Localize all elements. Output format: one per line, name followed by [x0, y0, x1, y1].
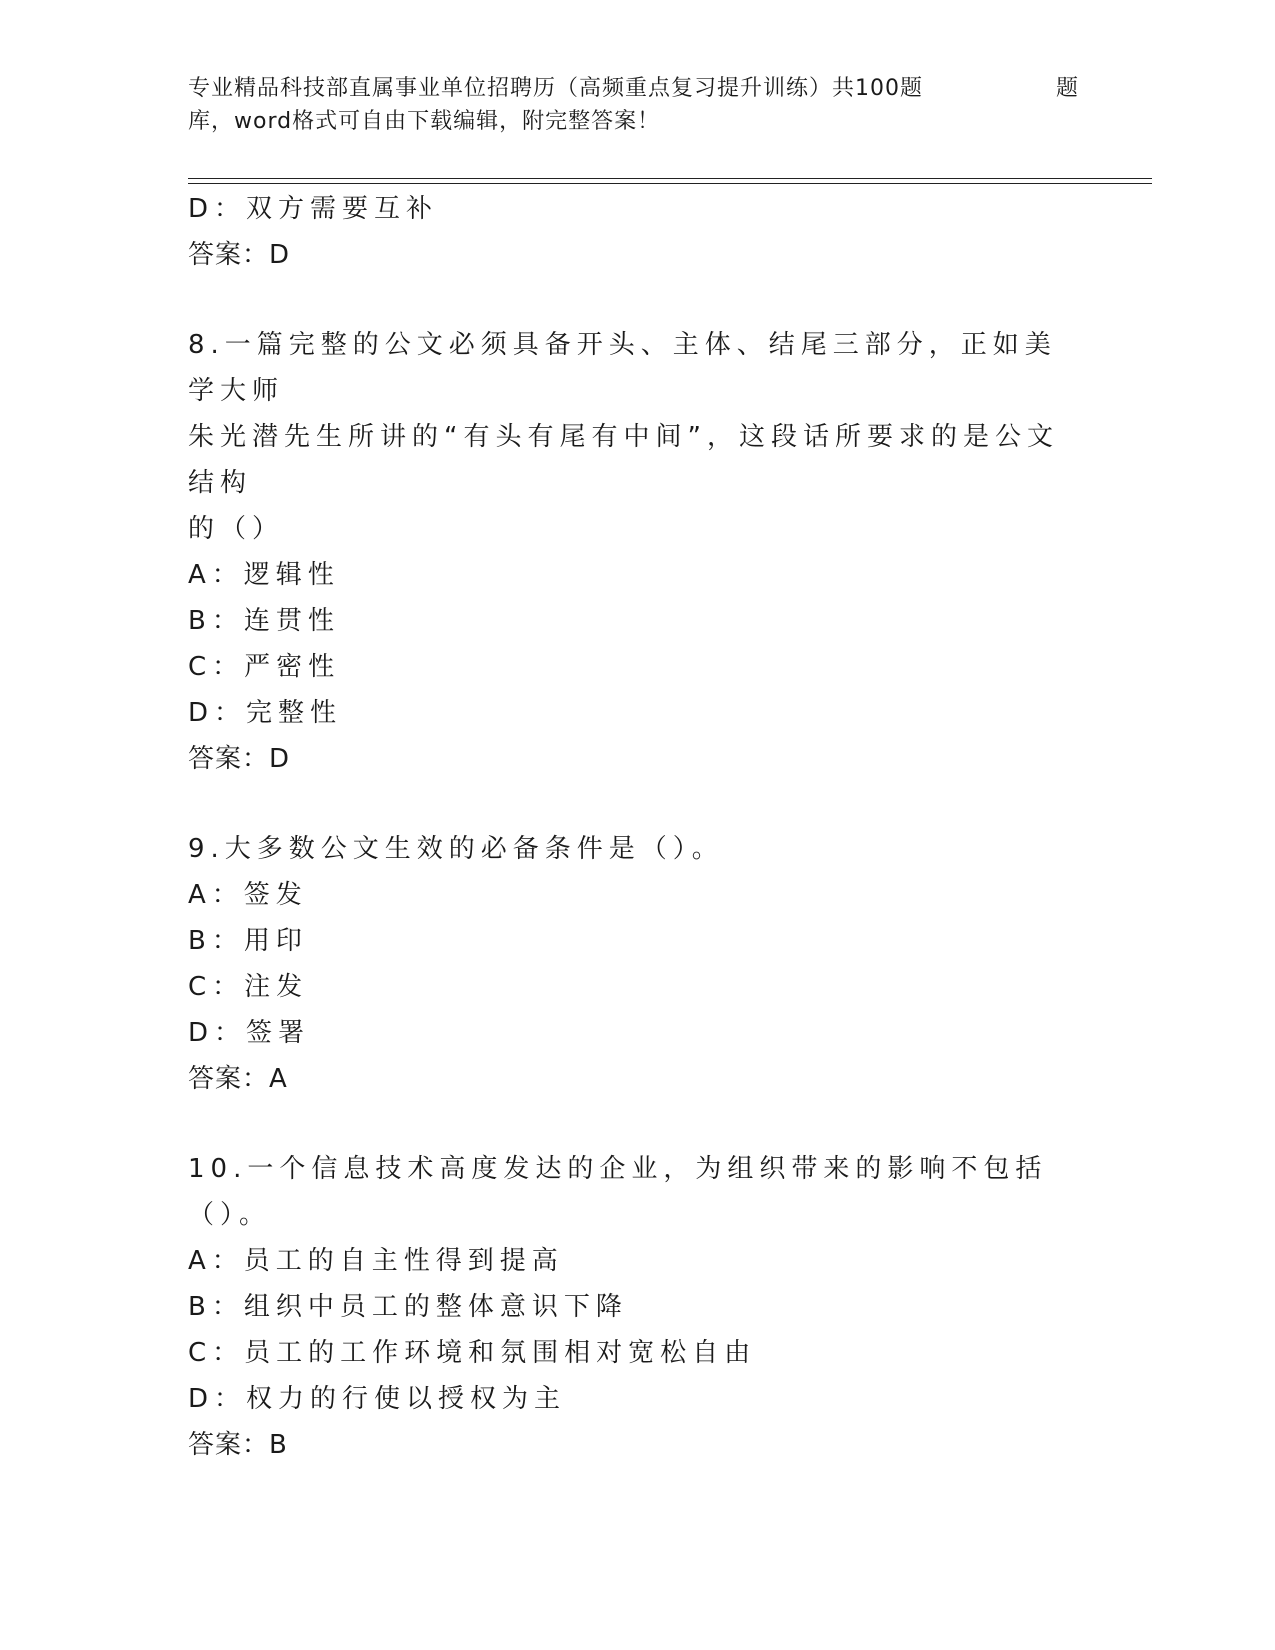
header-title-tail: 题	[1056, 76, 1080, 101]
option-b: B：组织中员工的整体意识下降	[188, 1292, 628, 1322]
option-c: C：注发	[188, 972, 309, 1002]
spacer	[188, 782, 1088, 826]
answer: 答案：D	[188, 744, 291, 774]
question-stem-line: 10.一个信息技术高度发达的企业，为组织带来的影响不包括（）。	[188, 1154, 1048, 1230]
option-c: C：员工的工作环境和氛围相对宽松自由	[188, 1338, 757, 1368]
answer: 答案：D	[188, 240, 291, 270]
question-9	[188, 826, 1088, 1102]
page-header	[188, 72, 1088, 138]
option-a: A：逻辑性	[188, 560, 340, 590]
option-d: D：双方需要互补	[188, 194, 439, 224]
header-line-2: 库，word格式可自由下载编辑，附完整答案！	[188, 109, 661, 134]
option-b: B：用印	[188, 926, 308, 956]
option-a: A：签发	[188, 880, 308, 910]
header-rule-bottom	[188, 183, 1152, 184]
header-rule-top	[188, 178, 1152, 179]
header-title: 专业精品科技部直属事业单位招聘历（高频重点复习提升训练）共100题	[188, 76, 923, 101]
question-stem-line: 9.大多数公文生效的必备条件是（）。	[188, 834, 724, 864]
option-a: A：员工的自主性得到提高	[188, 1246, 564, 1276]
question-stem-line: 8.一篇完整的公文必须具备开头、主体、结尾三部分，正如美学大师	[188, 330, 1057, 406]
option-d: D：完整性	[188, 698, 343, 728]
option-d: D：权力的行使以授权为主	[188, 1384, 567, 1414]
question-8	[188, 322, 1088, 782]
header-line-1	[188, 72, 1088, 105]
question-10	[188, 1146, 1088, 1468]
spacer	[188, 1102, 1088, 1146]
spacer	[188, 278, 1088, 322]
answer: 答案：B	[188, 1430, 288, 1460]
option-d: D：签署	[188, 1018, 311, 1048]
option-c: C：严密性	[188, 652, 341, 682]
answer: 答案：A	[188, 1064, 288, 1094]
question-list	[188, 186, 1088, 1468]
option-b: B：连贯性	[188, 606, 340, 636]
question-stem-line: 的（）	[188, 514, 285, 544]
carryover-question	[188, 186, 1088, 278]
question-stem-line: 朱光潜先生所讲的“有头有尾有中间”，这段话所要求的是公文结构	[188, 422, 1059, 498]
